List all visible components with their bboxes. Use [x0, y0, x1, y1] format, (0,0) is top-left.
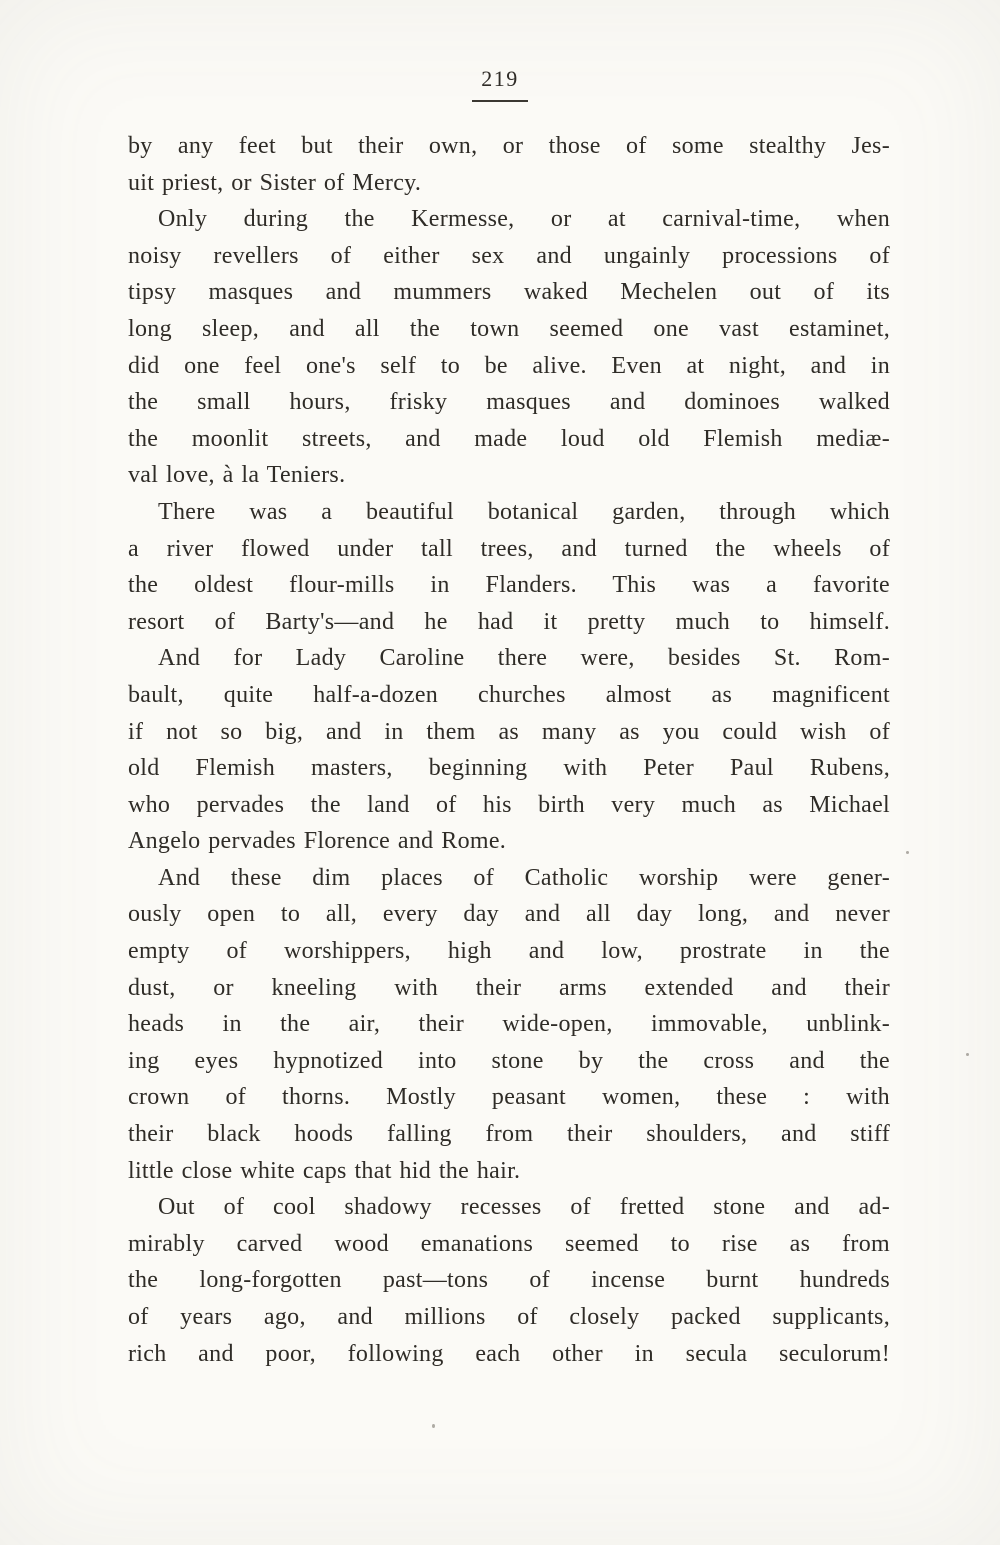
text-line: Out of cool shadowy recesses of fretted stone and ad- — [158, 1194, 890, 1221]
paragraph — [128, 494, 890, 640]
paragraph — [128, 128, 890, 201]
text-line: noisy revellers of either sex and ungainly processions of — [128, 242, 890, 269]
text-line: crown of thorns. Mostly peasant women, these : with — [128, 1084, 890, 1111]
text-line: dust, or kneeling with their arms extended and their — [128, 974, 890, 1001]
scan-speck — [432, 1424, 435, 1428]
page-number-rule — [472, 100, 528, 102]
text-line: resort of Barty's—and he had it pretty much to himself. — [128, 608, 890, 635]
text-line: val love, à la Teniers. — [128, 462, 346, 489]
text-line: by any feet but their own, or those of some stealthy Jes- — [128, 133, 890, 159]
paragraph — [128, 201, 890, 494]
text-line: the moonlit streets, and made loud old Flemish mediæ- — [128, 425, 890, 452]
scan-speck — [906, 851, 909, 854]
text-line: little close white caps that hid the hair. — [128, 1157, 521, 1184]
text-line: empty of worshippers, high and low, prostrate in the — [128, 938, 890, 965]
text-line: rich and poor, following each other in secula seculorum! — [128, 1340, 890, 1367]
text-line: tipsy masques and mummers waked Mechelen out of its — [128, 279, 890, 306]
text-line: long sleep, and all the town seemed one vast estaminet, — [128, 315, 890, 342]
text-line: a river flowed under tall trees, and turned the wheels of — [128, 535, 890, 562]
text-line: the small hours, frisky masques and dominoes walked — [128, 389, 890, 416]
text-line: old Flemish masters, beginning with Peter Paul Rubens, — [128, 755, 890, 782]
text-line: And these dim places of Catholic worship were gener- — [158, 864, 890, 891]
page-text — [128, 128, 890, 1372]
paragraph — [128, 1189, 890, 1372]
text-line: heads in the air, their wide-open, immovable, unblink- — [128, 1011, 890, 1038]
text-line: There was a beautiful botanical garden, through which — [158, 498, 890, 525]
text-line: bault, quite half-a-dozen churches almost as magnificent — [128, 681, 890, 708]
text-line: Angelo pervades Florence and Rome. — [128, 828, 507, 855]
text-line: And for Lady Caroline there were, besides St. Rom- — [158, 645, 890, 672]
text-line: their black hoods falling from their shoulders, and stiff — [128, 1121, 890, 1148]
page-header — [0, 66, 1000, 102]
text-line: ing eyes hypnotized into stone by the cross and the — [128, 1047, 890, 1074]
text-line: who pervades the land of his birth very much as Michael — [128, 791, 890, 818]
text-line: if not so big, and in them as many as you could wish of — [128, 718, 890, 745]
text-line: did one feel one's self to be alive. Even at night, and in — [128, 352, 890, 379]
text-line: the oldest flour-mills in Flanders. This was a favorite — [128, 572, 890, 599]
text-line: mirably carved wood emanations seemed to rise as from — [128, 1230, 890, 1257]
text-line: of years ago, and millions of closely packed supplicants, — [128, 1304, 890, 1330]
paragraph — [128, 640, 890, 860]
paragraph — [128, 860, 890, 1189]
text-line: Only during the Kermesse, or at carnival-time, when — [158, 206, 890, 233]
text-line: uit priest, or Sister of Mercy. — [128, 169, 422, 196]
scan-speck — [966, 1053, 969, 1056]
page-number: 219 — [481, 66, 519, 91]
text-line: the long-forgotten past—tons of incense burnt hundreds — [128, 1267, 890, 1294]
text-line: ously open to all, every day and all day long, and never — [128, 901, 890, 928]
